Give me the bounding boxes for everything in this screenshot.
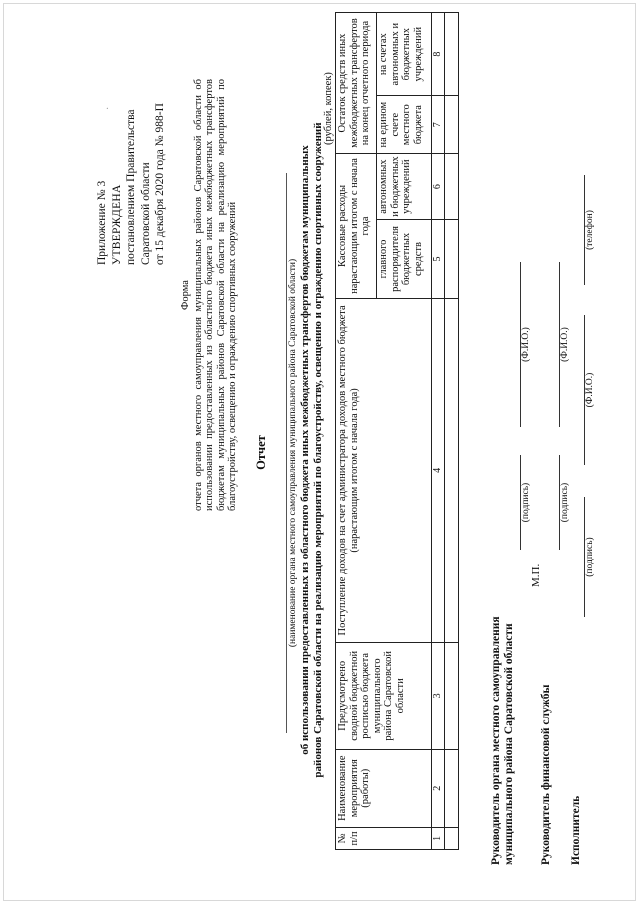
header-col-6: автономных и бюджетных учреждений — [377, 154, 432, 220]
executor-name-line[interactable] — [572, 315, 585, 465]
stamp-mark: М.П. — [530, 563, 542, 587]
column-number-6: 6 — [432, 154, 445, 220]
report-subject-line-1: об использовании предоставленных из областного бюджета иных межбюджетных трансфертов бюджетам муниципальных — [299, 145, 311, 755]
head-signature-field[interactable] — [508, 455, 531, 550]
report-subject — [299, 25, 324, 875]
head-name-line[interactable] — [508, 262, 521, 427]
decree-line-3: от 15 декабря 2020 года № 988-П — [154, 103, 166, 265]
executor-signature-caption: (подпись) — [585, 537, 595, 577]
finance-signature-caption: (подпись) — [560, 482, 570, 523]
report-title: Отчет — [254, 435, 268, 470]
header-col-4: Поступление доходов на счет администратора доходов местного бюджета (нарастающим итогом с начала года) — [336, 298, 432, 642]
column-number-3: 3 — [432, 643, 445, 750]
form-text: отчета органов местного самоуправления муниципальных районов Саратовской области об использовании предоставленных из областного бюджета иных межбюджетных трансфертов бюджетам муниципальных районов Саратовской области на реализацию мероприятий по благоустройству, освещению и ограждению спортивных сооружений — [192, 79, 238, 511]
decree-line-2: Саратовской области — [139, 162, 152, 265]
column-number-4: 4 — [432, 298, 445, 642]
approved-label: УТВЕРЖДЕНА — [110, 184, 123, 265]
executor-name-field[interactable] — [572, 315, 595, 465]
executor-signature-field[interactable] — [572, 497, 595, 617]
header-col-1: № п/п — [336, 827, 432, 849]
finance-name-caption: (Ф.И.О.) — [560, 327, 570, 362]
executor-phone-field[interactable] — [572, 175, 595, 285]
header-col-5: главного распорядителя бюджетных средств — [377, 220, 432, 299]
decree-line-1: постановлением Правительства — [125, 109, 137, 265]
executor-label: Исполнитель — [570, 795, 582, 865]
finance-signature-field[interactable] — [547, 455, 570, 550]
header-col-3: Предусмотрено сводной бюджетной росписью бюджета муниципального района Саратовской области — [336, 643, 432, 750]
finance-signature-label: Руководитель финансовой службы — [540, 684, 552, 865]
head-label-line-2: муниципального района Саратовской области — [503, 623, 515, 865]
executor-phone-caption: (телефон) — [585, 210, 595, 250]
table-row — [444, 13, 458, 850]
header-row-1 — [336, 13, 377, 850]
column-number-7: 7 — [432, 96, 445, 154]
table-cell[interactable] — [444, 827, 458, 849]
head-signature-line[interactable] — [508, 455, 521, 550]
form-description — [180, 79, 239, 511]
table-cell[interactable] — [444, 220, 458, 299]
column-number-8: 8 — [432, 13, 445, 96]
header-group-balance: Остаток средств иных межбюджетных трансфертов на конец отчетного периода — [336, 13, 377, 154]
header-col-7: на едином счете местного бюджета — [377, 96, 432, 154]
head-label-line-1: Руководитель органа местного самоуправления — [490, 616, 502, 865]
table-cell[interactable] — [444, 749, 458, 827]
executor-phone-line[interactable] — [572, 175, 585, 285]
executor-signature-line[interactable] — [572, 497, 585, 617]
table-cell[interactable] — [444, 298, 458, 642]
header-group-expenses: Кассовые расходы нарастающим итогом с начала года — [336, 154, 377, 299]
head-name-field[interactable] — [508, 262, 531, 427]
executor-name-caption: (Ф.И.О.) — [585, 372, 595, 408]
column-number-row — [432, 13, 445, 850]
header-col-8: на счетах автономных и бюджетных учреждений — [377, 13, 432, 96]
column-number-2: 2 — [432, 749, 445, 827]
table-cell[interactable] — [444, 96, 458, 154]
scan-mark: · — [103, 106, 114, 110]
finance-signature-line[interactable] — [547, 455, 560, 550]
table-cell[interactable] — [444, 643, 458, 750]
column-number-5: 5 — [432, 220, 445, 299]
header-col-2: Наименование мероприятия (работы) — [336, 749, 432, 827]
head-signature-caption: (подпись) — [521, 482, 531, 523]
appendix-number: Приложение № 3 — [96, 180, 108, 265]
report-table — [335, 12, 459, 850]
report-subject-line-2: районов Саратовской области на реализацию мероприятий по благоустройству, освещению и ограждению спортивных сооружений — [311, 122, 324, 778]
finance-name-line[interactable] — [547, 262, 560, 427]
head-signature-label — [490, 616, 516, 865]
form-title: Форма — [180, 280, 191, 310]
appendix-block — [95, 103, 168, 265]
currency-note: (рублей, копеек) — [323, 72, 334, 145]
finance-name-field[interactable] — [547, 262, 570, 427]
table-cell[interactable] — [444, 154, 458, 220]
org-name-caption: (наименование органа местного самоуправления муниципального района Саратовской области) — [286, 173, 298, 733]
column-number-1: 1 — [432, 827, 445, 849]
head-name-caption: (Ф.И.О.) — [521, 327, 531, 362]
table-cell[interactable] — [444, 13, 458, 96]
